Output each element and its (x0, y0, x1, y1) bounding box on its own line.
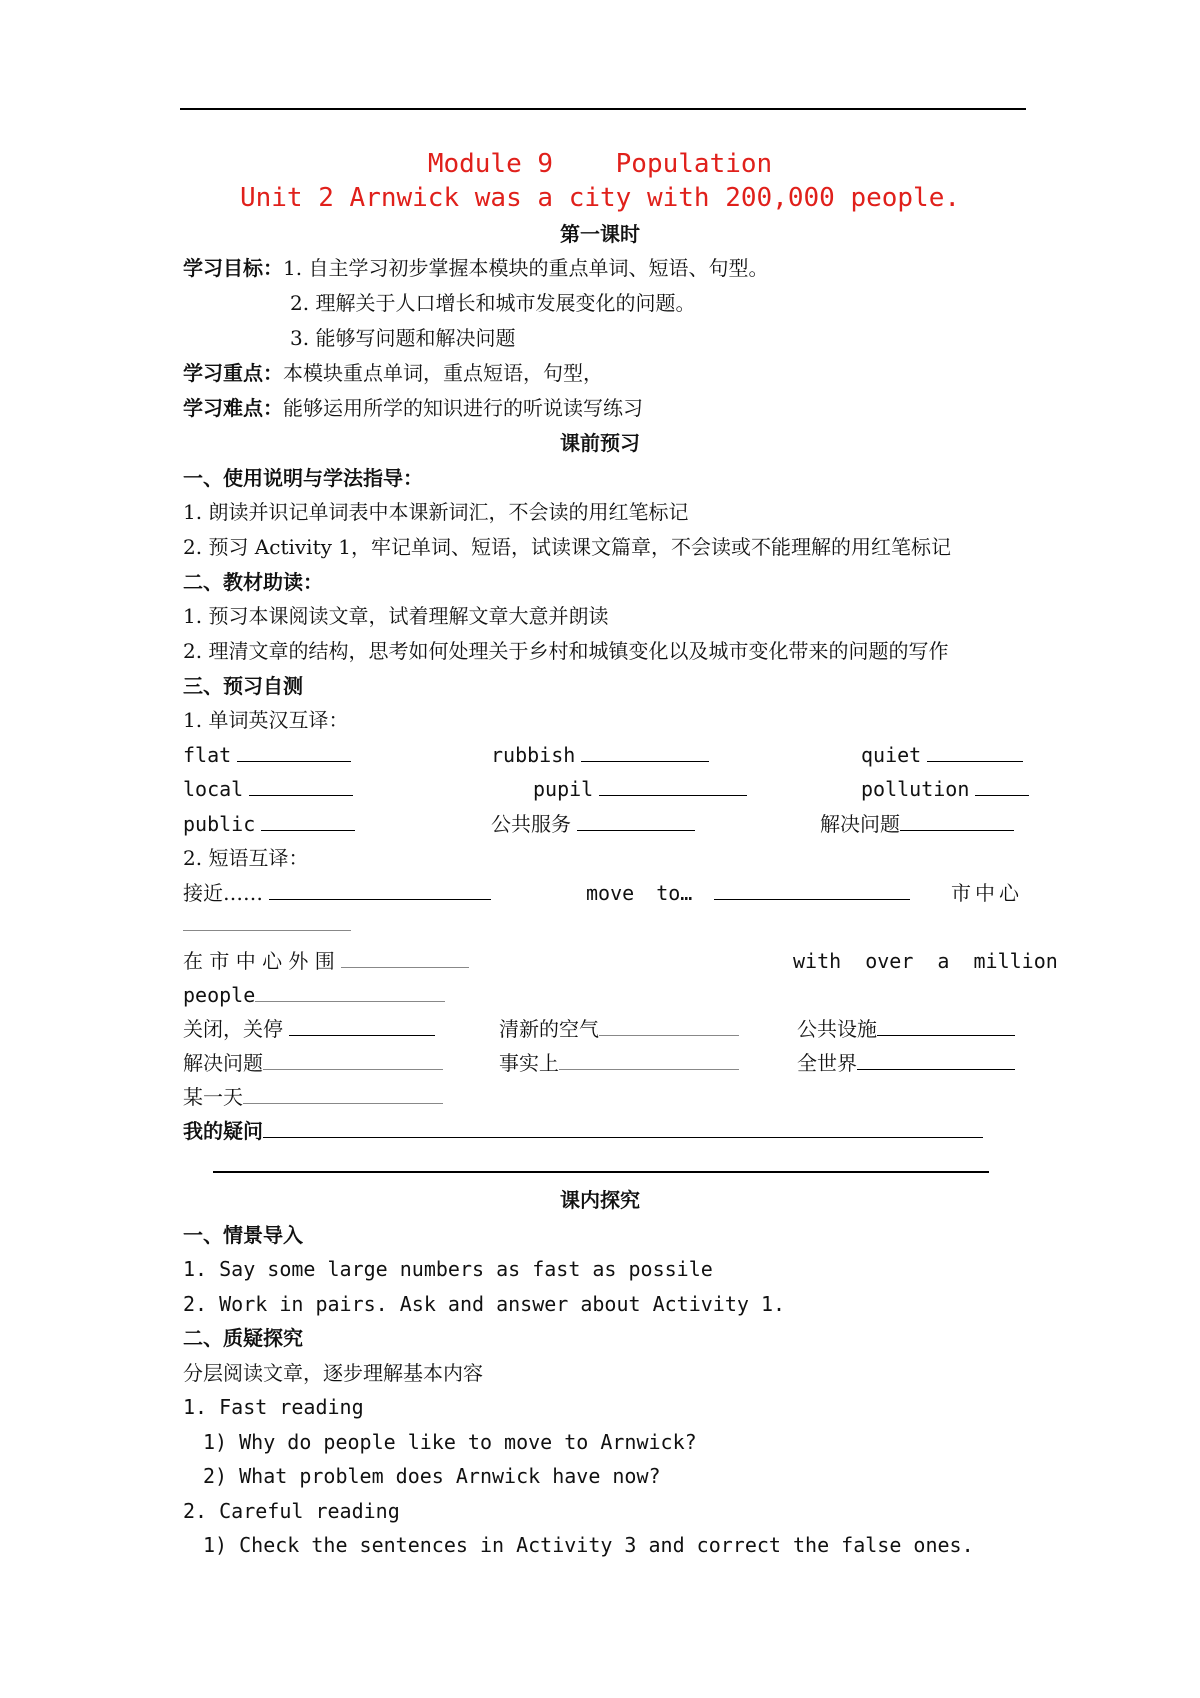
word-flat (183, 741, 351, 769)
section-title: 二、教材助读： (183, 570, 323, 594)
answer-blank[interactable] (877, 1015, 1015, 1036)
word-public-service (491, 810, 695, 838)
word-local (183, 775, 353, 803)
question-item: 1) Check the sentences in Activity 3 and correct the false ones. (203, 1533, 974, 1557)
answer-blank[interactable] (857, 1049, 1015, 1070)
section-title: 一、使用说明与学法指导： (183, 466, 423, 490)
phrase-public-facilities (797, 1015, 1015, 1043)
phrase-people (183, 981, 445, 1009)
list-item: 2. 预习 Activity 1，牢记单词、短语，试读课文篇章，不会读或不能理解的用红笔标记 (183, 535, 951, 559)
answer-blank[interactable] (927, 741, 1023, 762)
phrase-text: 在 市 中 心 外 围 (183, 949, 335, 973)
focus-text: 本模块重点单词，重点短语，句型， (283, 361, 603, 385)
phrase-text: 关闭，关停 (183, 1017, 283, 1041)
answer-blank[interactable] (341, 947, 469, 968)
phrase-shut-down (183, 1015, 435, 1043)
answer-blank[interactable] (263, 1049, 443, 1070)
phrase-text: 事实上 (499, 1051, 559, 1075)
word-rubbish (491, 741, 709, 769)
phrase-text: 公共设施 (797, 1017, 877, 1041)
section-title: 三、预习自测 (183, 674, 303, 698)
list-item: 2. 理清文章的结构，思考如何处理关于乡村和城镇变化以及城市变化带来的问题的写作 (183, 639, 949, 663)
difficulty-text: 能够运用所学的知识进行的听说读写练习 (283, 396, 643, 420)
word-text: quiet (861, 743, 922, 767)
focus-row (183, 359, 603, 387)
phrase-million-people: with over a million (793, 949, 1058, 973)
word-text: flat (183, 743, 232, 767)
phrase-close-to (183, 879, 491, 907)
phrase-outside-center (183, 947, 469, 975)
word-text: rubbish (491, 743, 576, 767)
list-item: 1. Say some large numbers as fast as possile (183, 1257, 713, 1281)
questions-answer-line-2[interactable] (213, 1171, 989, 1173)
word-pupil (533, 775, 747, 803)
questions-row (183, 1117, 983, 1145)
phrase-move-to (586, 879, 910, 907)
answer-blank[interactable] (599, 775, 747, 796)
difficulty-row (183, 394, 643, 422)
word-text: pupil (533, 777, 594, 801)
phrase-solve-problem (183, 1049, 443, 1077)
careful-reading-label: 2. Careful reading (183, 1499, 400, 1523)
questions-label: 我的疑问 (183, 1119, 263, 1143)
phrase-text: 清新的空气 (499, 1017, 599, 1041)
objectives-row-1 (183, 254, 768, 282)
phrases-label: 2. 短语互译： (183, 846, 309, 870)
word-text: 解决问题 (820, 812, 900, 836)
phrase-text: 接近…… (183, 881, 263, 905)
answer-blank[interactable] (249, 775, 353, 796)
answer-blank[interactable] (183, 904, 351, 931)
list-item: 1. 预习本课阅读文章，试着理解文章大意并朗读 (183, 604, 609, 628)
difficulty-label: 学习难点： (183, 396, 283, 420)
questions-answer-line[interactable] (263, 1117, 983, 1138)
objective-item: 1. 自主学习初步掌握本模块的重点单词、短语、句型。 (283, 256, 769, 280)
title-line-2: Unit 2 Arnwick was a city with 200,000 people. (239, 183, 961, 213)
word-text: pollution (861, 777, 970, 801)
word-text: public (183, 812, 256, 836)
top-rule (180, 108, 1026, 110)
answer-blank[interactable] (237, 741, 351, 762)
list-item: 1. 朗读并识记单词表中本课新词汇，不会读的用红笔标记 (183, 500, 689, 524)
section-title: 二、质疑探究 (183, 1326, 303, 1350)
word-public (183, 810, 355, 838)
phrase-text: 全世界 (797, 1051, 857, 1075)
preview-heading: 课前预习 (560, 431, 640, 455)
list-item: 2. Work in pairs. Ask and answer about Activity 1. (183, 1292, 786, 1316)
phrase-text: move to… (586, 881, 693, 905)
reading-intro: 分层阅读文章，逐步理解基本内容 (183, 1361, 483, 1385)
answer-blank[interactable] (261, 810, 355, 831)
answer-blank[interactable] (714, 879, 910, 900)
answer-blank[interactable] (599, 1015, 739, 1036)
answer-blank[interactable] (255, 981, 445, 1002)
answer-blank[interactable] (900, 810, 1014, 831)
answer-blank[interactable] (243, 1083, 443, 1104)
answer-blank[interactable] (559, 1049, 739, 1070)
answer-blank[interactable] (289, 1015, 435, 1036)
word-text: local (183, 777, 244, 801)
explore-heading: 课内探究 (560, 1188, 640, 1212)
word-text: 公共服务 (491, 812, 571, 836)
phrase-some-day (183, 1083, 443, 1111)
focus-label: 学习重点： (183, 361, 283, 385)
phrase-in-fact (499, 1049, 739, 1077)
answer-blank[interactable] (975, 775, 1029, 796)
words-label: 1. 单词英汉互译： (183, 708, 349, 732)
phrase-text: people (183, 983, 256, 1007)
answer-blank[interactable] (577, 810, 695, 831)
objectives-label: 学习目标： (183, 256, 283, 280)
phrase-text: 解决问题 (183, 1051, 263, 1075)
phrase-city-center: 市中心 (951, 881, 1023, 905)
title-line-1: Module 9 Population (427, 149, 773, 179)
lesson-label: 第一课时 (560, 222, 640, 246)
question-item: 2) What problem does Arnwick have now? (203, 1464, 661, 1488)
phrase-text: 某一天 (183, 1085, 243, 1109)
phrase-fresh-air (499, 1015, 739, 1043)
word-solve-problem (820, 810, 1014, 838)
objective-item: 3. 能够写问题和解决问题 (290, 326, 516, 350)
word-pollution (861, 775, 1029, 803)
question-item: 1) Why do people like to move to Arnwick? (203, 1430, 697, 1454)
section-title: 一、情景导入 (183, 1223, 303, 1247)
word-quiet (861, 741, 1023, 769)
answer-blank[interactable] (269, 879, 491, 900)
fast-reading-label: 1. Fast reading (183, 1395, 364, 1419)
phrase-whole-world (797, 1049, 1015, 1077)
answer-blank[interactable] (581, 741, 709, 762)
objective-item: 2. 理解关于人口增长和城市发展变化的问题。 (290, 291, 696, 315)
